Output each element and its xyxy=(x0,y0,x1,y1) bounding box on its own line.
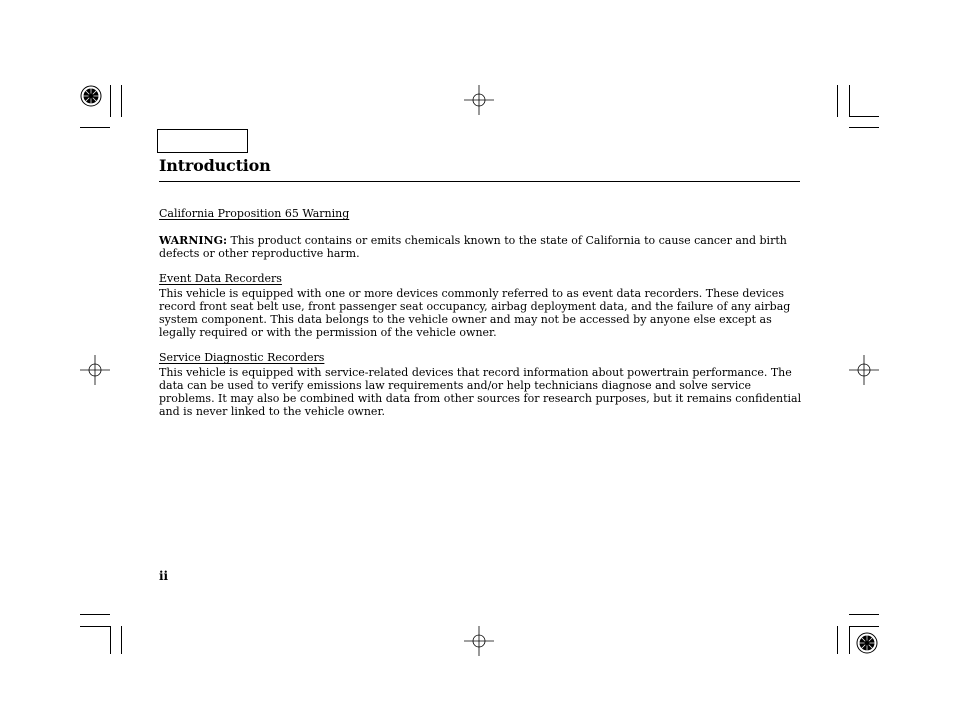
crosshair-mark-icon xyxy=(464,85,494,115)
page-title: Introduction xyxy=(159,156,271,175)
crop-mark-line xyxy=(121,85,122,117)
section-heading-event-data: Event Data Recorders xyxy=(159,272,282,285)
section-body-prop65 xyxy=(159,234,804,260)
crop-mark-line xyxy=(110,85,111,117)
crop-mark-line xyxy=(110,626,111,654)
crop-mark-line xyxy=(837,626,838,654)
crop-mark-line xyxy=(849,85,850,117)
crop-mark-line xyxy=(849,626,850,654)
title-divider xyxy=(159,181,800,182)
crop-mark-line xyxy=(80,626,110,627)
crop-mark-line xyxy=(849,614,879,615)
crosshair-mark-icon xyxy=(80,355,110,385)
registration-target-icon xyxy=(80,85,102,107)
crop-mark-line xyxy=(80,127,110,128)
crosshair-mark-icon xyxy=(849,355,879,385)
crop-mark-line xyxy=(849,116,879,117)
crop-mark-line xyxy=(849,626,879,627)
warning-label: WARNING: xyxy=(159,234,228,247)
section-body-service-diagnostic: This vehicle is equipped with service-related devices that record information about powertrain performance. The data can be used to verify emissions law requirements and/or help technicians diagnose and solve service problems. It may also be combined with data from other sources for research purposes, but it remains confidential and is never linked to the vehicle owner. xyxy=(159,366,802,418)
section-heading-prop65: California Proposition 65 Warning xyxy=(159,207,350,220)
section-heading-service-diagnostic: Service Diagnostic Recorders xyxy=(159,351,325,364)
warning-text: This product contains or emits chemicals known to the state of California to cause cancer and birth defects or other reproductive harm. xyxy=(159,234,787,260)
crop-mark-line xyxy=(80,614,110,615)
crop-mark-line xyxy=(837,85,838,117)
page-number: ii xyxy=(159,569,169,583)
registration-target-icon xyxy=(856,632,878,654)
crosshair-mark-icon xyxy=(464,626,494,656)
section-body-event-data: This vehicle is equipped with one or more devices commonly referred to as event data recorders. These devices record front seat belt use, front passenger seat occupancy, airbag deployment data, and the failure of any airbag system component. This data belongs to the vehicle owner and may not be accessed by anyone else except as legally required or with the permission of the vehicle owner. xyxy=(159,287,791,339)
section-tab-box xyxy=(157,129,248,153)
crop-mark-line xyxy=(121,626,122,654)
crop-mark-line xyxy=(849,127,879,128)
